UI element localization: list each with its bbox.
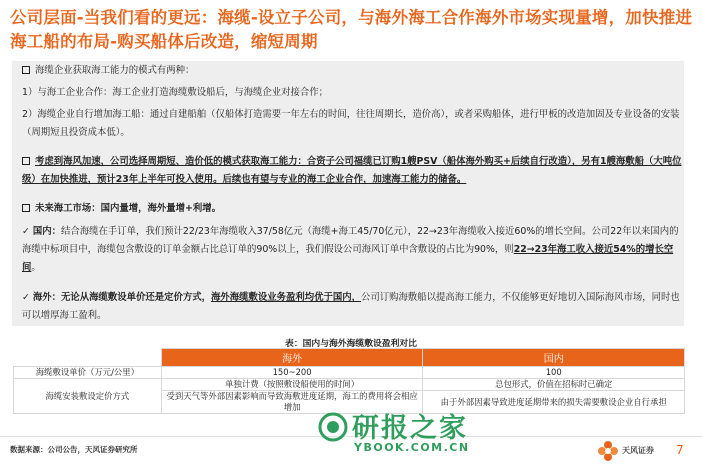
brand-flower-icon bbox=[596, 439, 620, 463]
cell-overseas: 150~200 bbox=[161, 367, 423, 379]
comparison-table bbox=[13, 348, 685, 414]
cell-overseas: 单独计费（按照敷设船使用的时间） bbox=[161, 379, 423, 391]
cell-domestic: 总包形式，价值在招标时已确定 bbox=[423, 379, 685, 391]
header-domestic: 国内 bbox=[423, 349, 685, 367]
brand-name: 天风证券 bbox=[622, 446, 654, 455]
cell-overseas: 受到天气等外部因素影响而导致海敷进度延期，海工的费用将会相应增加 bbox=[161, 391, 423, 414]
cell-domestic: 由于外部因素导致进度延期带来的损失需要敷设企业自行承担 bbox=[423, 391, 685, 414]
table-header-row bbox=[14, 349, 685, 367]
watermark-main-text: 研报之家 bbox=[352, 413, 468, 444]
row-label: 海缆安装敷设定价方式 bbox=[14, 379, 162, 414]
overseas-paragraph: ✓ 海外：无论从海缆敷设单价还是定价方式，海外海缆敷设业务盈利均优于国内，公司订购海敷船以提高海工能力，不仅能够更好地切入国际海风市场，同时也可以增厚海工盈利。 bbox=[22, 292, 680, 321]
check-icon: ✓ bbox=[22, 292, 30, 303]
page-title: 公司层面-当我们看的更远：海缆-设立子公司，与海外海工合作海外市场实现量增，加快推进海工船的布局-购买船体后改造，缩短周期 bbox=[10, 8, 693, 51]
header-overseas: 海外 bbox=[161, 349, 423, 367]
check-icon: ✓ bbox=[22, 226, 30, 237]
table-corner-cell bbox=[14, 349, 162, 367]
table-row bbox=[14, 367, 685, 379]
brand-logo bbox=[596, 437, 666, 465]
mode-two-paragraph: 2）海缆企业自行增加海工船：通过自建船舶（仅船体打造需要一年左右的时间，往往周期长，造价高），或者采购船体，进行甲板的改造加固及专业设备的安装（周期短且投资成本低）。 bbox=[22, 109, 680, 138]
square-bullet-icon bbox=[22, 157, 30, 165]
table-row bbox=[14, 379, 685, 391]
watermark-sub-text: YBOOK.COM.CN bbox=[354, 441, 470, 454]
intro-paragraph: 海缆企业获取海工能力的模式有两种： bbox=[22, 62, 682, 80]
square-bullet-icon bbox=[22, 204, 30, 212]
watermark bbox=[318, 406, 478, 458]
row-label: 海缆敷设单价（万元/公里） bbox=[14, 367, 162, 379]
point-two-paragraph: 未来海工市场：国内量增，海外量增+利增。 bbox=[22, 200, 682, 218]
point-one-paragraph: 考虑到海风加速，公司选择周期短、造价低的模式获取海工能力：合资子公司福缆已订购1艘PSV（船体海外购买+后续自行改造），另有1艘海敷船（大吨位级）在加快推进，预计23年上半年可投入使用。后续也有望与专业的海工企业合作，加速海工能力的储备。 bbox=[22, 156, 682, 185]
table-caption: 表：国内与海外海缆敷设盈利对比 bbox=[285, 339, 417, 349]
watermark-logo-icon bbox=[318, 412, 348, 442]
mode-one-paragraph: 1）与海工企业合作：海工企业打造海缆敷设船后，与海缆企业对接合作； bbox=[22, 87, 328, 98]
source-note: 数据来源：公司公告，天风证券研究所 bbox=[10, 445, 138, 454]
page-number: 7 bbox=[676, 443, 684, 457]
square-bullet-icon bbox=[22, 66, 30, 74]
cell-domestic: 100 bbox=[423, 367, 685, 379]
domestic-paragraph: ✓ 国内：结合海缆在手订单，我们预计22/23年海缆收入37/58亿元（海缆+海工45/70亿元），22→23年海缆收入接近60%的增长空间。公司22年以来国内的海缆中标项目中，海缆包含敷设的订单金额占比总订单的90%以上，我们假设公司海风订单中含敷设的占比为90%，则22→23年海工收入接近54%的增长空间。 bbox=[22, 226, 679, 273]
